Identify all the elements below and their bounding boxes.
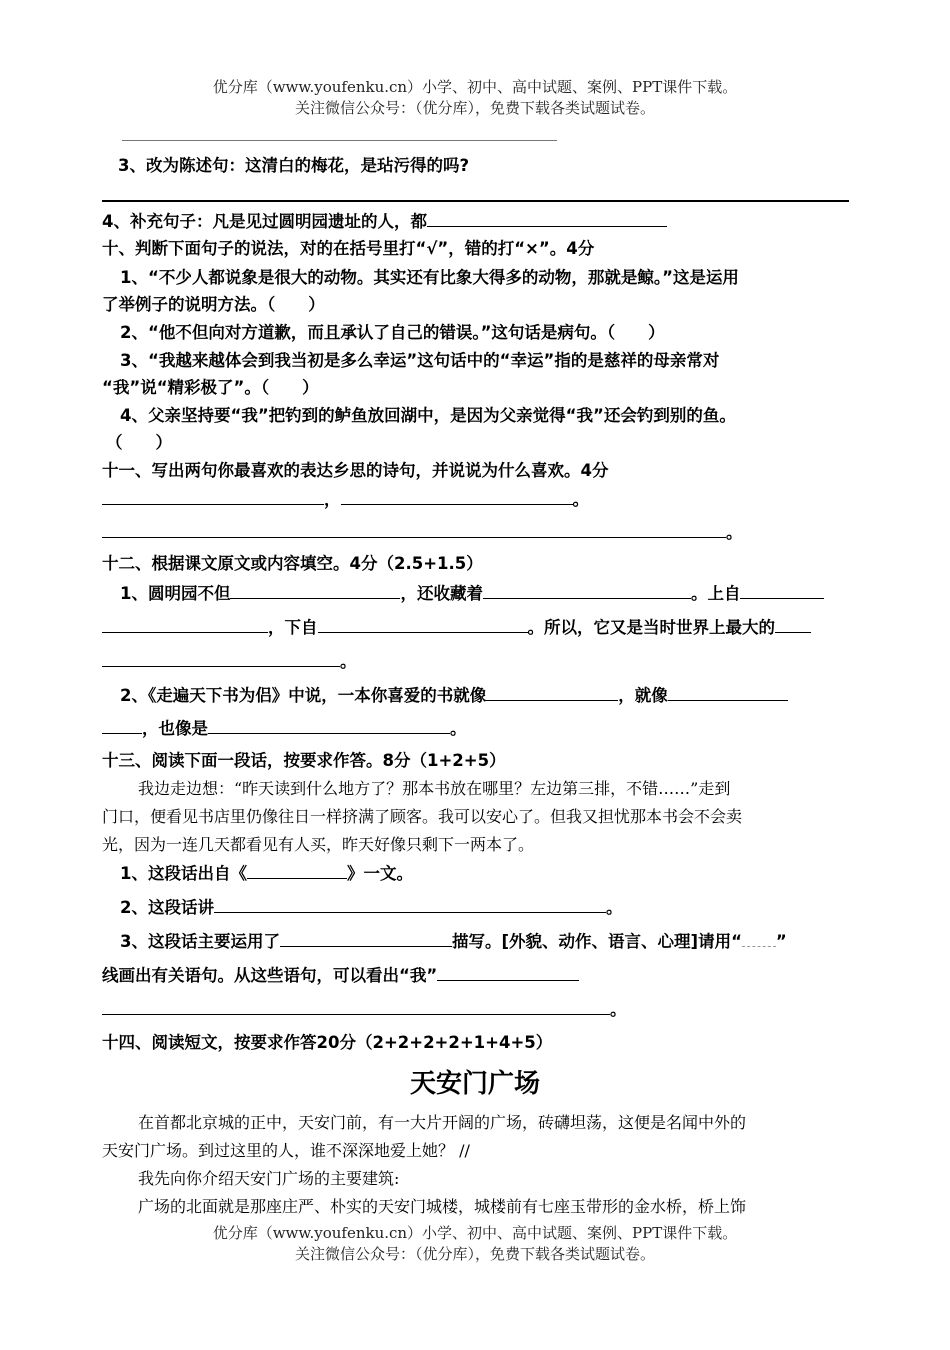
q11-heading: 十一、写出两句你最喜欢的表达乡思的诗句，并说说为什么喜欢。4分 <box>102 461 609 480</box>
page-footer-line1: 优分库（www.youfenku.cn）小学、初中、高中试题、案例、PPT课件下载。 <box>212 1224 738 1242</box>
wavy-line-sample <box>742 931 776 947</box>
q10-item2: 2、“他不但向对方道歉，而且承认了自己的错误。”这句话是病句。（ ） <box>120 323 665 342</box>
q13-passage-line3: 光，因为一连几天都看见有人买，昨天好像只剩下一两本了。 <box>102 835 535 854</box>
blank[interactable] <box>230 583 400 599</box>
q10-heading: 十、判断下面句子的说法，对的在括号里打“√”，错的打“×”。4分 <box>102 239 595 258</box>
q9-item3: 3、改为陈述句：这清白的梅花，是玷污得的吗? <box>118 156 470 175</box>
blank[interactable] <box>668 685 788 701</box>
page-header-line2: 关注微信公众号：（优分库），免费下载各类试题试卷。 <box>294 99 655 117</box>
q10-item1-line1: 1、“不少人都说象是很大的动物。其实还有比象大得多的动物，那就是鲸。”这是运用 <box>120 268 739 287</box>
blank[interactable] <box>740 583 824 599</box>
q14-passage-line3: 我先向你介绍天安门广场的主要建筑: <box>138 1169 400 1188</box>
q13-sub1: 1、这段话出自《 》一文。 <box>120 864 413 883</box>
q9-item4: 4、补充句子：凡是见过圆明园遗址的人，都 <box>102 208 667 232</box>
blank[interactable] <box>247 863 347 879</box>
page-header-line1: 优分库（www.youfenku.cn）小学、初中、高中试题、案例、PPT课件下载。 <box>212 78 738 96</box>
q12-item1-line1: 1、圆明园不但 ，还收藏着 。上自 <box>120 580 824 604</box>
blank[interactable] <box>483 583 691 599</box>
passage-title: 天安门广场 <box>409 1069 540 1099</box>
q14-passage-line4: 广场的北面就是那座庄严、朴实的天安门城楼，城楼前有七座玉带形的金水桥，桥上饰 <box>138 1197 747 1216</box>
q13-sub3-line2: 线画出有关语句。从这些语句，可以看出“我” <box>102 962 579 986</box>
blank[interactable] <box>102 999 610 1015</box>
q14-heading: 十四、阅读短文，按要求作答20分（2+2+2+2+1+4+5） <box>102 1033 553 1052</box>
q13-passage-line1: 我边走边想：“昨天读到什么地方了？那本书放在哪里？左边第三排，不错……”走到 <box>138 779 731 798</box>
blank[interactable] <box>775 617 811 633</box>
q10-item4-line1: 4、父亲坚持要“我”把钓到的鲈鱼放回湖中，是因为父亲觉得“我”还会钓到别的鱼。 <box>120 406 736 425</box>
blank[interactable] <box>102 617 268 633</box>
q14-passage-line2: 天安门广场。到过这里的人，谁不深深地爱上她？ // <box>102 1141 470 1160</box>
q11-line2: 。 <box>102 519 743 543</box>
blank[interactable] <box>102 489 324 505</box>
page-footer-line2: 关注微信公众号：（优分库），免费下载各类试题试卷。 <box>294 1245 655 1263</box>
blank[interactable] <box>437 965 579 981</box>
q13-sub2: 2、这段话讲 。 <box>120 898 623 917</box>
blank[interactable] <box>280 931 452 947</box>
blank[interactable] <box>102 522 726 538</box>
blank[interactable] <box>102 718 142 734</box>
q12-item1-line3: 。 <box>102 648 357 672</box>
blank[interactable] <box>214 897 606 913</box>
q10-item3-line1: 3、“我越来越体会到我当初是多么幸运”这句话中的“幸运”指的是慈祥的母亲常对 <box>120 351 720 370</box>
q10-item4-line2: （ ） <box>106 433 172 452</box>
blank[interactable] <box>427 211 667 227</box>
q12-heading: 十二、根据课文原文或内容填空。4分（2.5+1.5） <box>102 554 483 573</box>
q12-item2-line1: 2、《走遍天下书为侣》中说，一本你喜爱的书就像 ，就像 <box>120 682 788 706</box>
blank[interactable] <box>102 651 340 667</box>
q12-item1-line2: ，下自 。所以，它又是当时世界上最大的 <box>102 614 811 638</box>
q13-heading: 十三、阅读下面一段话，按要求作答。8分（1+2+5） <box>102 751 506 770</box>
q11-line1: ， 。 <box>102 486 589 510</box>
blank[interactable] <box>208 718 450 734</box>
q12-item2-line2: ，也像是 。 <box>102 715 467 739</box>
q10-item3-line2: “我”说“精彩极了”。（ ） <box>102 378 319 397</box>
blank[interactable] <box>486 685 618 701</box>
answer-line-thick <box>102 200 849 202</box>
blank[interactable] <box>341 489 573 505</box>
answer-line <box>122 140 557 141</box>
q14-passage-line1: 在首都北京城的正中，天安门前，有一大片开阔的广场，砖礴坦荡，这便是名闻中外的 <box>138 1113 747 1132</box>
q13-sub3-line3: 。 <box>102 996 627 1020</box>
blank[interactable] <box>318 617 528 633</box>
q10-item1-line2: 了举例子的说明方法。（ ） <box>102 295 325 314</box>
q13-sub3-line1: 3、这段话主要运用了 描写。[外貌、动作、语言、心理]请用“ ” <box>120 932 787 951</box>
q13-passage-line2: 门口，便看见书店里仍像往日一样挤满了顾客。我可以安心了。但我又担忧那本书会不会卖 <box>102 807 743 826</box>
